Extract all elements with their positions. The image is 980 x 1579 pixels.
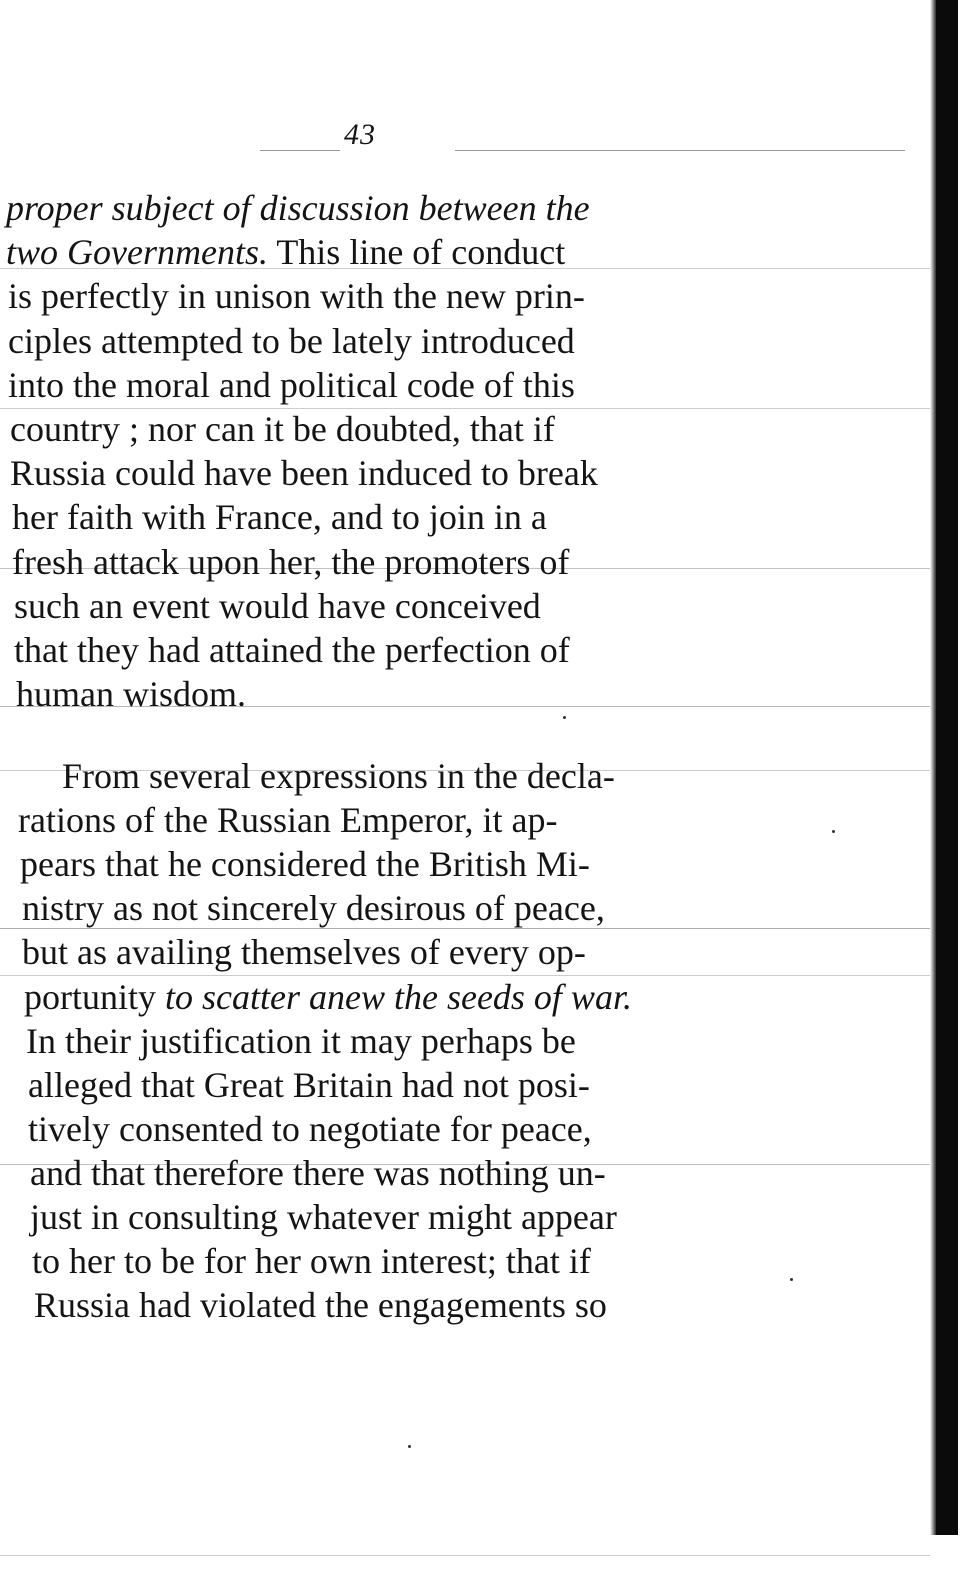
- roman-text: but as availing themselves of every op-: [22, 932, 586, 973]
- text-line: [62, 754, 615, 798]
- text-line: [30, 1151, 606, 1195]
- roman-text: Russia had violated the engagements so: [34, 1285, 607, 1326]
- text-line: [12, 495, 547, 539]
- roman-text: This line of conduct: [267, 232, 566, 273]
- roman-text: From several expressions in the decla-: [62, 756, 615, 796]
- roman-text: In their justification it may perhaps be: [26, 1020, 576, 1061]
- text-line: [14, 628, 570, 672]
- text-line: [8, 274, 585, 318]
- scan-artifact-line: [260, 150, 340, 151]
- roman-text: her faith with France, and to join in a: [12, 497, 547, 538]
- ink-speck: [790, 1278, 793, 1281]
- text-line: [14, 584, 541, 628]
- page-edge-border: [936, 0, 958, 1535]
- ink-speck: [408, 1445, 411, 1448]
- text-line: [30, 1195, 617, 1239]
- roman-text: rations of the Russian Emperor, it ap-: [18, 800, 558, 841]
- text-line: [8, 319, 575, 363]
- italic-text: two Governments.: [6, 232, 268, 273]
- roman-text: country ; nor can it be doubted, that if: [10, 409, 555, 449]
- roman-text: into the moral and political code of this: [8, 364, 575, 405]
- text-line: [32, 1239, 591, 1283]
- italic-text: proper subject of discussion between the: [6, 188, 590, 228]
- ink-speck: [563, 716, 566, 719]
- text-line: [8, 363, 575, 407]
- roman-text: and that therefore there was nothing un-: [30, 1152, 606, 1193]
- roman-text: tively consented to negotiate for peace,: [28, 1108, 592, 1149]
- scan-artifact-line: [0, 1555, 930, 1556]
- text-line: [24, 975, 632, 1019]
- page-number: 43: [344, 118, 376, 151]
- text-line: [28, 1107, 592, 1151]
- roman-text: ciples attempted to be lately introduced: [8, 320, 575, 361]
- text-line: [10, 407, 555, 451]
- scan-artifact-line: [455, 150, 905, 151]
- text-line: [6, 186, 590, 230]
- ink-speck: [832, 830, 835, 833]
- roman-text: fresh attack upon her, the promoters of: [12, 541, 570, 582]
- text-line: [20, 842, 590, 886]
- italic-text: to scatter anew the seeds of war.: [165, 976, 632, 1017]
- text-line: [34, 1283, 607, 1327]
- text-line: [26, 1019, 576, 1063]
- roman-text: just in consulting whatever might appear: [30, 1197, 617, 1237]
- roman-text: is perfectly in unison with the new prin-: [8, 276, 585, 317]
- text-line: [12, 540, 569, 584]
- roman-text: alleged that Great Britain had not posi-: [28, 1064, 590, 1105]
- roman-text: nistry as not sincerely desirous of peace,: [22, 888, 605, 929]
- text-line: [22, 930, 586, 974]
- roman-text: pears that he considered the British Mi-: [20, 844, 590, 885]
- roman-text: Russia could have been induced to break: [10, 453, 598, 494]
- text-line: [18, 798, 557, 842]
- roman-text: portunity: [24, 976, 165, 1017]
- text-line: [28, 1063, 590, 1107]
- text-line: [6, 230, 565, 274]
- text-line: [10, 451, 598, 495]
- roman-text: such an event would have conceived: [14, 585, 541, 626]
- text-line: [16, 672, 246, 716]
- roman-text: to her to be for her own interest; that if: [32, 1241, 591, 1282]
- roman-text: human wisdom.: [16, 674, 246, 715]
- text-line: [22, 886, 605, 930]
- roman-text: that they had attained the perfection of: [14, 630, 570, 670]
